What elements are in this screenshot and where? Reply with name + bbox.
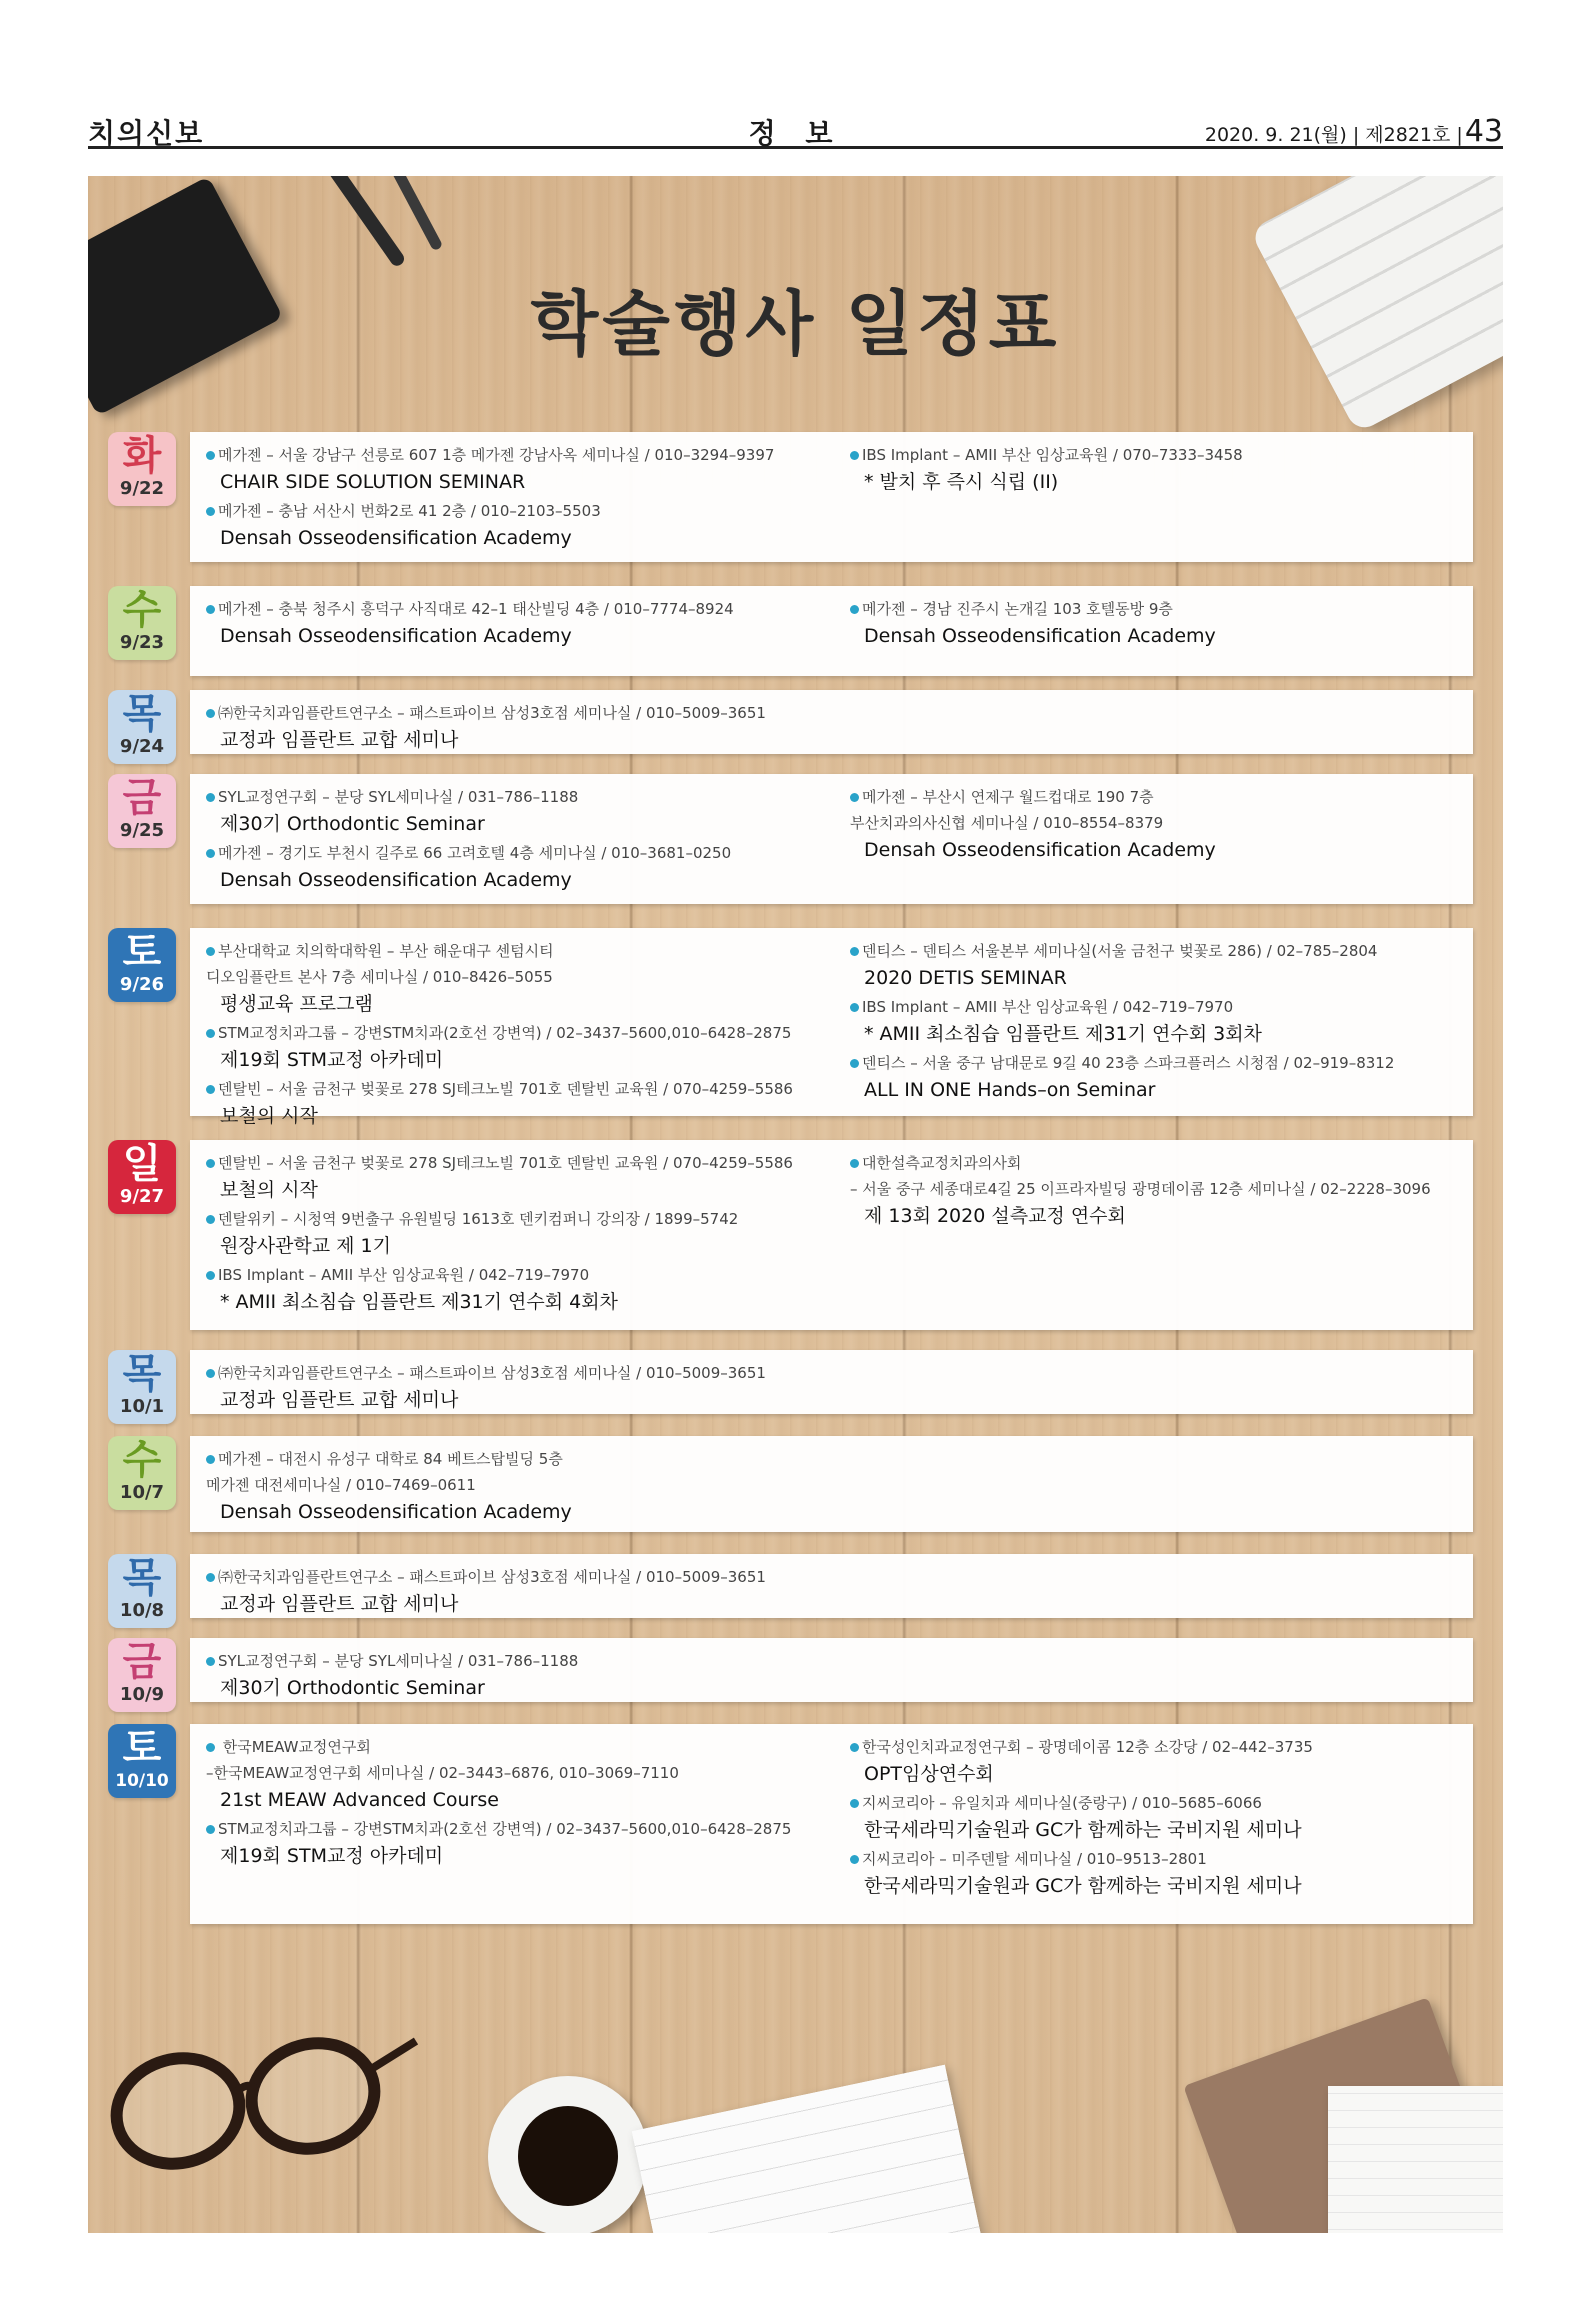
bullet-icon — [206, 849, 215, 858]
event-info — [206, 1076, 816, 1102]
event-organizer-location: 메가젠 – 대전시 유성구 대학로 84 베트스탑빌딩 5층 — [218, 1450, 563, 1468]
bullet-icon — [850, 947, 859, 956]
weekday-label: 수 — [122, 1437, 162, 1483]
event-title: Densah Osseodensification Academy — [220, 527, 572, 549]
bullet-icon — [206, 1743, 215, 1752]
event-item — [206, 1734, 816, 1814]
bullet-icon — [206, 1573, 215, 1582]
event-info — [206, 1020, 816, 1046]
day-badge — [108, 774, 176, 848]
bullet-icon — [206, 1029, 215, 1038]
events-column-right — [850, 1150, 1490, 1232]
event-info-continued: 디오임플란트 본사 7층 세미나실 / 010–8426–5055 — [206, 968, 553, 986]
event-title: 보철의 시작 — [220, 1105, 318, 1127]
event-title: 제19회 STM교정 아카데미 — [220, 1049, 444, 1071]
day-badge — [108, 1436, 176, 1510]
event-title: * 발치 후 즉시 식립 (II) — [864, 471, 1059, 493]
bullet-icon — [206, 1215, 215, 1224]
event-item — [206, 1020, 816, 1074]
event-info — [206, 1564, 816, 1590]
day-row — [88, 1554, 1503, 1621]
event-item — [206, 938, 816, 1018]
bullet-icon — [206, 507, 215, 516]
day-badge — [108, 586, 176, 660]
events-column-left — [206, 1648, 816, 1704]
event-info — [206, 784, 816, 810]
day-row — [88, 432, 1503, 562]
day-badge — [108, 1638, 176, 1712]
day-badge — [108, 1724, 176, 1798]
event-info — [850, 1734, 1490, 1760]
event-item — [850, 1846, 1490, 1900]
event-title: 2020 DETIS SEMINAR — [864, 967, 1067, 989]
events-column-right — [850, 938, 1490, 1106]
event-organizer-location: 메가젠 – 경남 진주시 논개길 103 호텔동방 9층 — [862, 600, 1173, 618]
weekday-label: 목 — [122, 691, 162, 737]
day-row — [88, 1638, 1503, 1705]
events-column-right — [850, 596, 1490, 652]
event-organizer-location: ㈜한국치과임플란트연구소 – 패스트파이브 삼성3호점 세미나실 / 010–5009–3651 — [218, 1568, 766, 1586]
event-item — [206, 1150, 816, 1204]
event-info-continued: 메가젠 대전세미나실 / 010–7469–0611 — [206, 1476, 476, 1494]
event-item — [206, 1816, 816, 1870]
event-item — [206, 840, 816, 894]
event-item — [206, 1648, 816, 1702]
day-row — [88, 1436, 1503, 1532]
event-organizer-location: SYL교정연구회 – 분당 SYL세미나실 / 031–786–1188 — [218, 1652, 579, 1670]
bullet-icon — [206, 605, 215, 614]
bullet-icon — [206, 1825, 215, 1834]
date-label: 10/1 — [119, 1396, 165, 1417]
weekday-label: 목 — [122, 1351, 162, 1397]
event-title: Densah Osseodensification Academy — [220, 869, 572, 891]
schedule-title: 학술행사 일정표 — [530, 283, 1061, 365]
date-label: 9/24 — [119, 736, 165, 757]
event-title: CHAIR SIDE SOLUTION SEMINAR — [220, 471, 526, 493]
newspaper-name: 치의신보 — [88, 117, 205, 150]
event-organizer-location: 지씨코리아 – 유일치과 세미나실(중랑구) / 010–5685–6066 — [862, 1794, 1262, 1812]
event-organizer-location: 지씨코리아 – 미주덴탈 세미나실 / 010–9513–2801 — [862, 1850, 1207, 1868]
events-panel — [190, 1554, 1473, 1618]
event-item — [850, 596, 1490, 650]
event-organizer-location: IBS Implant – AMII 부산 임상교육원 / 042–719–7970 — [862, 998, 1234, 1016]
events-column-left — [206, 1564, 816, 1620]
date-label: 9/22 — [119, 478, 165, 499]
day-badge — [108, 1554, 176, 1628]
bullet-icon — [206, 1455, 215, 1464]
day-badge — [108, 1350, 176, 1424]
event-item — [206, 1206, 816, 1260]
event-info — [206, 596, 816, 622]
event-item — [850, 938, 1490, 992]
weekday-label: 일 — [122, 1141, 162, 1187]
event-organizer-location: STM교정치과그룹 – 강변STM치과(2호선 강변역) / 02–3437–5600,010–6428–2875 — [218, 1024, 792, 1042]
day-badge — [108, 690, 176, 764]
bullet-icon — [206, 793, 215, 802]
event-title: * AMII 최소침습 임플란트 제31기 연수회 3회차 — [864, 1023, 1262, 1045]
date-label: 10/9 — [119, 1684, 165, 1705]
event-item — [206, 596, 816, 650]
day-row — [88, 586, 1503, 676]
weekday-label: 금 — [122, 775, 162, 821]
bullet-icon — [850, 793, 859, 802]
event-item — [206, 498, 816, 552]
event-title: 교정과 임플란트 교합 세미나 — [220, 1593, 459, 1615]
events-column-left — [206, 784, 816, 896]
events-column-left — [206, 1360, 816, 1416]
event-info-continued: – 서울 중구 세종대로4길 25 이프라자빌딩 광명데이콤 12층 세미나실 / 02–2228–3096 — [850, 1180, 1431, 1198]
event-title: Densah Osseodensification Academy — [864, 625, 1216, 647]
event-info — [850, 442, 1490, 468]
day-row — [88, 1724, 1503, 1924]
event-info-continued: 부산치과의사신협 세미나실 / 010–8554–8379 — [850, 814, 1164, 832]
events-panel — [190, 1638, 1473, 1702]
event-title: * AMII 최소침습 임플란트 제31기 연수회 4회차 — [220, 1291, 618, 1313]
event-item — [850, 1150, 1490, 1230]
weekday-label: 목 — [122, 1555, 162, 1601]
event-item — [850, 1790, 1490, 1844]
event-info — [206, 1734, 816, 1760]
bullet-icon — [850, 1855, 859, 1864]
event-title: Densah Osseodensification Academy — [220, 625, 572, 647]
event-item — [206, 1262, 816, 1316]
event-organizer-location: 덴탈위키 – 시청역 9번출구 유원빌딩 1613호 덴키컴퍼니 강의장 / 1899–5742 — [218, 1210, 739, 1228]
events-column-left — [206, 938, 816, 1132]
event-item — [850, 442, 1490, 496]
bullet-icon — [850, 1003, 859, 1012]
bullet-icon — [206, 947, 215, 956]
events-column-left — [206, 596, 816, 652]
bullet-icon — [206, 1657, 215, 1666]
event-title: 한국세라믹기술원과 GC가 함께하는 국비지원 세미나 — [864, 1875, 1302, 1897]
events-column-left — [206, 442, 816, 554]
events-column-left — [206, 1446, 816, 1528]
event-organizer-location: 메가젠 – 경기도 부천시 길주로 66 고려호텔 4층 세미나실 / 010–3681–0250 — [218, 844, 732, 862]
event-info — [850, 596, 1490, 622]
event-item — [206, 700, 816, 754]
event-organizer-location: 덴탈빈 – 서울 금천구 벚꽃로 278 SJ테크노빌 701호 덴탈빈 교육원 / 070–4259–5586 — [218, 1080, 793, 1098]
event-organizer-location: 메가젠 – 충남 서산시 번화2로 41 2층 / 010–2103–5503 — [218, 502, 601, 520]
day-row — [88, 774, 1503, 904]
events-column-left — [206, 700, 816, 756]
day-row — [88, 690, 1503, 757]
date-label: 9/27 — [119, 1186, 165, 1207]
event-info — [206, 498, 816, 524]
weekday-label: 토 — [122, 929, 162, 975]
bullet-icon — [850, 451, 859, 460]
event-info — [206, 442, 816, 468]
schedule-board — [88, 176, 1503, 2233]
event-title: Densah Osseodensification Academy — [864, 839, 1216, 861]
event-item — [206, 1360, 816, 1414]
bullet-icon — [850, 1799, 859, 1808]
event-organizer-location: 메가젠 – 서울 강남구 선릉로 607 1층 메가젠 강남사옥 세미나실 / 010–3294–9397 — [218, 446, 775, 464]
event-organizer-location: 부산대학교 치의학대학원 – 부산 해운대구 센텀시티 — [218, 942, 554, 960]
bullet-icon — [206, 451, 215, 460]
events-panel — [190, 432, 1473, 562]
bullet-icon — [206, 1271, 215, 1280]
event-title: 제30기 Orthodontic Seminar — [220, 813, 485, 835]
event-title: 평생교육 프로그램 — [220, 993, 373, 1015]
event-info — [206, 1206, 816, 1232]
date-label: 10/8 — [119, 1600, 165, 1621]
bullet-icon — [850, 1059, 859, 1068]
event-info — [206, 1446, 816, 1472]
event-organizer-location: 한국MEAW교정연구회 — [218, 1738, 371, 1756]
coffee — [518, 2106, 618, 2206]
event-title: 제 13회 2020 설측교정 연수회 — [864, 1205, 1126, 1227]
event-organizer-location: 덴티스 – 서울 중구 남대문로 9길 40 23층 스파크플러스 시청점 / 02–919–8312 — [862, 1054, 1395, 1072]
event-item — [850, 784, 1490, 864]
events-panel — [190, 1724, 1473, 1924]
event-title: 제30기 Orthodontic Seminar — [220, 1677, 485, 1699]
bullet-icon — [206, 1085, 215, 1094]
day-row — [88, 1140, 1503, 1330]
section-name: 정 보 — [748, 117, 843, 150]
day-badge — [108, 1140, 176, 1214]
event-item — [206, 1564, 816, 1618]
bullet-icon — [850, 1743, 859, 1752]
event-info — [206, 1150, 816, 1176]
event-title: Densah Osseodensification Academy — [220, 1501, 572, 1523]
event-info — [206, 1648, 816, 1674]
event-info — [206, 1360, 816, 1386]
bullet-icon — [206, 709, 215, 718]
event-organizer-location: IBS Implant – AMII 부산 임상교육원 / 070–7333–3458 — [862, 446, 1243, 464]
weekday-label: 토 — [122, 1725, 162, 1771]
event-item — [206, 784, 816, 838]
event-title: 교정과 임플란트 교합 세미나 — [220, 1389, 459, 1411]
event-item — [206, 1446, 816, 1526]
event-title: 21st MEAW Advanced Course — [220, 1789, 499, 1811]
event-title: 한국세라믹기술원과 GC가 함께하는 국비지원 세미나 — [864, 1819, 1302, 1841]
event-organizer-location: ㈜한국치과임플란트연구소 – 패스트파이브 삼성3호점 세미나실 / 010–5009–3651 — [218, 704, 766, 722]
event-title: OPT임상연수회 — [864, 1763, 994, 1785]
bullet-icon — [850, 605, 859, 614]
event-info — [850, 1050, 1490, 1076]
date-label: 9/25 — [119, 820, 165, 841]
event-info — [850, 784, 1490, 810]
events-panel — [190, 690, 1473, 754]
bullet-icon — [850, 1159, 859, 1168]
events-panel — [190, 1140, 1473, 1330]
bullet-icon — [206, 1369, 215, 1378]
weekday-label: 금 — [122, 1639, 162, 1685]
event-info — [206, 1262, 816, 1288]
event-organizer-location: 메가젠 – 부산시 연제구 월드컵대로 190 7층 — [862, 788, 1154, 806]
date-label: 9/26 — [119, 974, 165, 995]
issue-info — [1205, 114, 1503, 149]
events-column-right — [850, 442, 1490, 498]
event-organizer-location: 메가젠 – 충북 청주시 흥덕구 사직대로 42–1 태산빌딩 4층 / 010–7774–8924 — [218, 600, 734, 618]
event-title: 원장사관학교 제 1기 — [220, 1235, 391, 1257]
event-info — [850, 1790, 1490, 1816]
events-column-right — [850, 1734, 1490, 1902]
event-organizer-location: 덴탈빈 – 서울 금천구 벚꽃로 278 SJ테크노빌 701호 덴탈빈 교육원 / 070–4259–5586 — [218, 1154, 793, 1172]
events-column-left — [206, 1734, 816, 1872]
weekday-label: 수 — [122, 587, 162, 633]
event-info — [850, 938, 1490, 964]
event-info — [850, 1150, 1490, 1176]
pen-decoration — [309, 176, 407, 268]
planner-decoration — [632, 2065, 985, 2233]
event-info — [206, 700, 816, 726]
events-panel — [190, 774, 1473, 904]
event-title: 교정과 임플란트 교합 세미나 — [220, 729, 459, 751]
event-organizer-location: SYL교정연구회 – 분당 SYL세미나실 / 031–786–1188 — [218, 788, 579, 806]
event-item — [850, 994, 1490, 1048]
events-panel — [190, 928, 1473, 1127]
issue-date: 2020. 9. 21(월) | 제2821호 | — [1204, 124, 1463, 146]
event-info — [206, 938, 816, 964]
event-info-continued: –한국MEAW교정연구회 세미나실 / 02–3443–6876, 010–3069–7110 — [206, 1764, 679, 1782]
event-info — [850, 1846, 1490, 1872]
notepad-decoration — [1328, 2086, 1503, 2233]
date-label: 9/23 — [119, 632, 165, 653]
events-panel — [190, 1436, 1473, 1532]
events-panel — [190, 586, 1473, 676]
day-row — [88, 928, 1503, 1127]
event-info — [850, 994, 1490, 1020]
event-organizer-location: IBS Implant – AMII 부산 임상교육원 / 042–719–7970 — [218, 1266, 590, 1284]
day-row — [88, 1350, 1503, 1417]
glasses-decoration — [98, 2031, 418, 2181]
event-title: ALL IN ONE Hands–on Seminar — [864, 1079, 1156, 1101]
day-badge — [108, 432, 176, 506]
events-column-right — [850, 784, 1490, 866]
date-label: 10/7 — [119, 1482, 165, 1503]
event-title: 제19회 STM교정 아카데미 — [220, 1845, 444, 1867]
bullet-icon — [206, 1159, 215, 1168]
day-badge — [108, 928, 176, 1002]
event-organizer-location: 덴티스 – 덴티스 서울본부 세미나실(서울 금천구 벚꽃로 286) / 02–785–2804 — [862, 942, 1378, 960]
event-info — [206, 840, 816, 866]
events-column-left — [206, 1150, 816, 1318]
event-title: 보철의 시작 — [220, 1179, 318, 1201]
page-number: 43 — [1464, 114, 1503, 149]
event-item — [850, 1050, 1490, 1104]
page-header — [88, 112, 1503, 149]
event-item — [206, 442, 816, 496]
event-organizer-location: 한국성인치과교정연구회 – 광명데이콤 12층 소강당 / 02–442–3735 — [862, 1738, 1313, 1756]
date-label: 10/10 — [115, 1771, 169, 1791]
event-organizer-location: 대한설측교정치과의사회 — [862, 1154, 1022, 1172]
event-organizer-location: ㈜한국치과임플란트연구소 – 패스트파이브 삼성3호점 세미나실 / 010–5009–3651 — [218, 1364, 766, 1382]
event-item — [850, 1734, 1490, 1788]
weekday-label: 화 — [122, 433, 162, 479]
event-organizer-location: STM교정치과그룹 – 강변STM치과(2호선 강변역) / 02–3437–5600,010–6428–2875 — [218, 1820, 792, 1838]
events-panel — [190, 1350, 1473, 1414]
coffee-cup-decoration — [488, 2076, 648, 2233]
event-info — [206, 1816, 816, 1842]
event-item — [206, 1076, 816, 1130]
